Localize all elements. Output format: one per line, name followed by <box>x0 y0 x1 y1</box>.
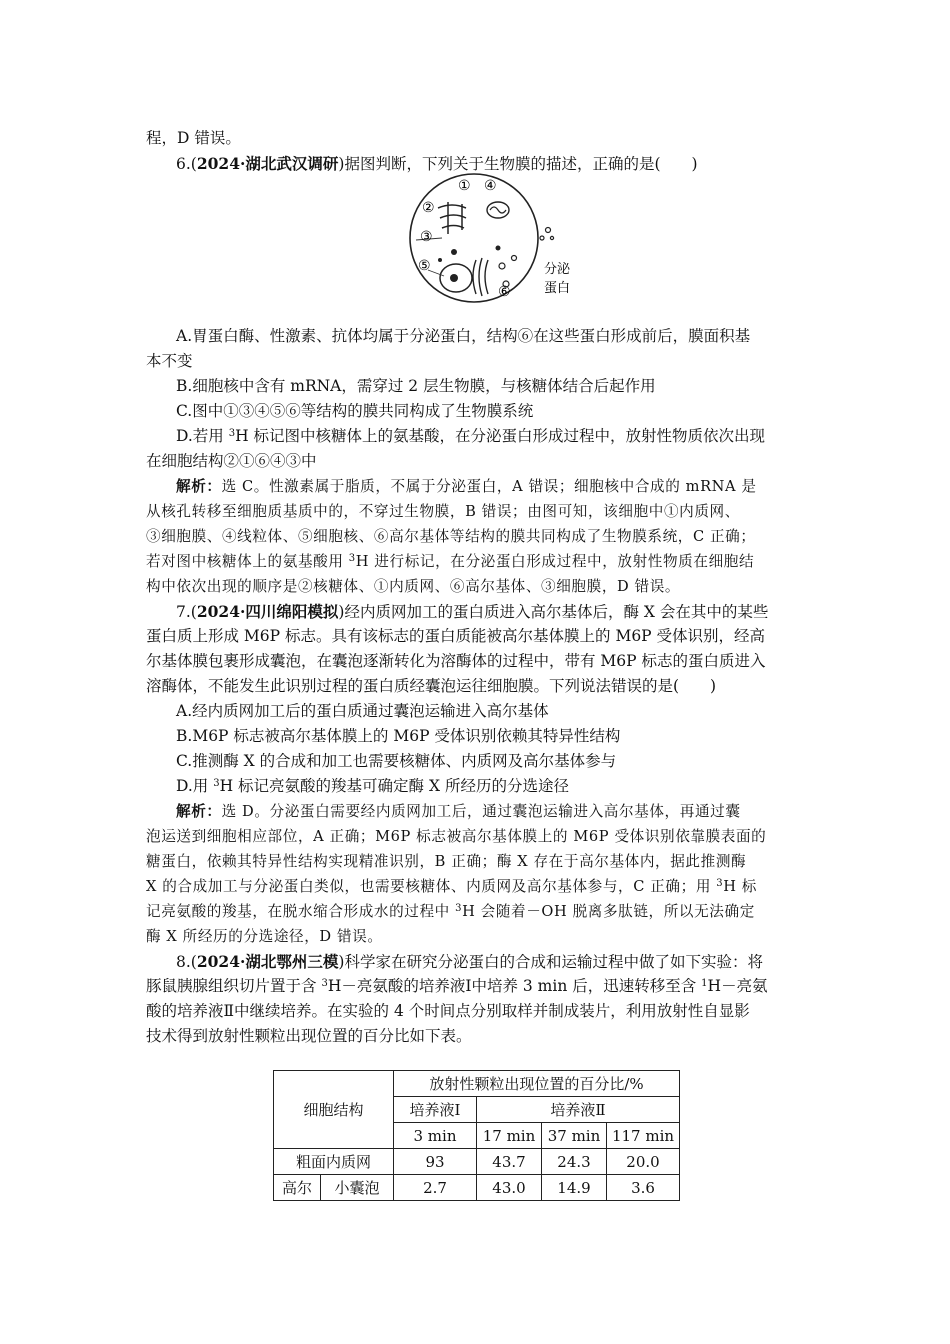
nucleus <box>440 264 472 292</box>
label-protein: 蛋白 <box>544 281 571 296</box>
analysis-6-line: 从核孔转移至细胞质基质中的，不穿过生物膜，B 错误；由图可知，该细胞中①内质网、 <box>146 503 740 520</box>
label-4: ④ <box>484 178 497 194</box>
value-cell: 3.6 <box>607 1175 680 1201</box>
option-a-cont: 本不变 <box>146 352 193 370</box>
option-d-cont: 在细胞结构②①⑥④③中 <box>146 452 317 470</box>
question-8-line: 技术得到放射性颗粒出现位置的百分比如下表。 <box>146 1027 472 1045</box>
label-5: ⑤ <box>418 258 431 274</box>
option-c: C.推测酶 X 的合成和加工也需要核糖体、内质网及高尔基体参与 <box>176 752 617 770</box>
option-c: C.图中①③④⑤⑥等结构的膜共同构成了生物膜系统 <box>176 402 534 420</box>
time-cell: 3 min <box>394 1123 477 1149</box>
option-b: B.M6P 标志被高尔基体膜上的 M6P 受体识别依赖其特异性结构 <box>176 727 621 745</box>
analysis-7-line: 糖蛋白，依赖其特异性结构实现精准识别，B 正确；酶 X 存在于高尔基体内，据此推测酶 <box>146 853 747 870</box>
time-cell: 117 min <box>607 1123 680 1149</box>
analysis-6-line: ③细胞膜、④线粒体、⑤细胞核、⑥高尔基体等结构的膜共同构成了生物膜系统，C 正确； <box>146 528 756 545</box>
value-cell: 24.3 <box>542 1149 607 1175</box>
golgi-apparatus <box>473 258 488 296</box>
header-medium-2: 培养液Ⅱ <box>477 1097 680 1123</box>
label-1: ① <box>458 178 471 194</box>
question-8-stem: 8.(2024·湖北鄂州三模)科学家在研究分泌蛋白的合成和运输过程中做了如下实验：将 <box>176 952 763 971</box>
analysis-7-line: 泡运送到细胞相应部位，A 正确；M6P 标志被高尔基体膜上的 M6P 受体识别依靠膜表面的 <box>146 828 767 845</box>
option-b: B.细胞核中含有 mRNA，需穿过 2 层生物膜，与核糖体结合后起作用 <box>176 377 656 395</box>
cell-diagram <box>402 166 592 316</box>
question-8-line: 酸的培养液Ⅱ中继续培养。在实验的 4 个时间点分别取样并制成装片，利用放射性自显影 <box>146 1002 750 1020</box>
value-cell: 43.7 <box>477 1149 542 1175</box>
analysis-7: 解析：选 D。分泌蛋白需要经内质网加工后，通过囊泡运输进入高尔基体，再通过囊 <box>176 803 741 820</box>
analysis-7-line: X 的合成加工与分泌蛋白类似，也需要核糖体、内质网及高尔基体参与，C 正确；用 $^3$H 标 <box>146 878 757 895</box>
analysis-7-line: 记亮氨酸的羧基，在脱水缩合形成水的过程中 $^3$H 会随着－OH 脱离多肽链，所以无法确定 <box>146 903 755 920</box>
label-2: ② <box>422 200 435 216</box>
analysis-6-line: 构中依次出现的顺序是②核糖体、①内质网、⑥高尔基体、③细胞膜，D 错误。 <box>146 578 681 595</box>
value-cell: 14.9 <box>542 1175 607 1201</box>
header-structure: 细胞结构 <box>274 1071 394 1149</box>
time-cell: 37 min <box>542 1123 607 1149</box>
question-7-stem: 7.(2024·四川绵阳模拟)经内质网加工的蛋白质进入高尔基体后，酶 X 会在其中的某些 <box>176 602 769 621</box>
option-d: D.用 $^3$H 标记亮氨酸的羧基可确定酶 X 所经历的分选途径 <box>176 777 569 795</box>
analysis-6-line: 若对图中核糖体上的氨基酸用 $^3$H 进行标记，在分泌蛋白形成过程中，放射性物质在细胞结 <box>146 553 755 570</box>
row-label: 粗面内质网 <box>274 1149 394 1175</box>
label-3: ③ <box>420 229 433 245</box>
time-cell: 17 min <box>477 1123 542 1149</box>
label-secretory: 分泌 <box>544 262 571 277</box>
endoplasmic-reticulum <box>438 202 466 234</box>
question-8-line: 豚鼠胰腺组织切片置于含 $^3$H－亮氨酸的培养液Ⅰ中培养 3 min 后，迅速转移至含 $^1$H－亮氨 <box>146 977 768 995</box>
option-a: A.经内质网加工后的蛋白质通过囊泡运输进入高尔基体 <box>176 702 549 720</box>
row-label: 高尔 <box>274 1175 321 1201</box>
analysis-7-line: 酶 X 所经历的分选途径，D 错误。 <box>146 928 383 945</box>
vesicles <box>499 228 554 288</box>
question-7-line: 尔基体膜包裹形成囊泡，在囊泡逐渐转化为溶酶体的过程中，带有 M6P 标志的蛋白质进入 <box>146 652 766 670</box>
value-cell: 20.0 <box>607 1149 680 1175</box>
cell-figure <box>402 166 592 316</box>
value-cell: 43.0 <box>477 1175 542 1201</box>
option-a: A.胃蛋白酶、性激素、抗体均属于分泌蛋白，结构⑥在这些蛋白形成前后，膜面积基 <box>176 327 751 345</box>
value-cell: 93 <box>394 1149 477 1175</box>
question-7-line: 溶酶体，不能发生此识别过程的蛋白质经囊泡运往细胞膜。下列说法错误的是( ) <box>146 677 717 695</box>
header-medium-1: 培养液Ⅰ <box>394 1097 477 1123</box>
label-6: ⑥ <box>498 284 511 300</box>
table-row <box>274 1175 680 1201</box>
mitochondrion <box>487 202 509 218</box>
table-row <box>274 1149 680 1175</box>
row-sublabel: 小囊泡 <box>321 1175 394 1201</box>
option-d: D.若用 $^3$H 标记图中核糖体上的氨基酸，在分泌蛋白形成过程中，放射性物质依次出现 <box>176 427 766 445</box>
text-line: 程，D 错误。 <box>146 129 241 147</box>
question-6-stem: 6.(2024·湖北武汉调研)据图判断，下列关于生物膜的描述，正确的是( ) <box>176 154 698 173</box>
data-table <box>273 1070 680 1201</box>
value-cell: 2.7 <box>394 1175 477 1201</box>
question-7-line: 蛋白质上形成 M6P 标志。具有该标志的蛋白质能被高尔基体膜上的 M6P 受体识别，经高 <box>146 627 766 645</box>
header-percentage: 放射性颗粒出现位置的百分比/% <box>394 1071 680 1097</box>
analysis-6: 解析：选 C。性激素属于脂质，不属于分泌蛋白，A 错误；细胞核中合成的 mRNA 是 <box>176 478 757 495</box>
